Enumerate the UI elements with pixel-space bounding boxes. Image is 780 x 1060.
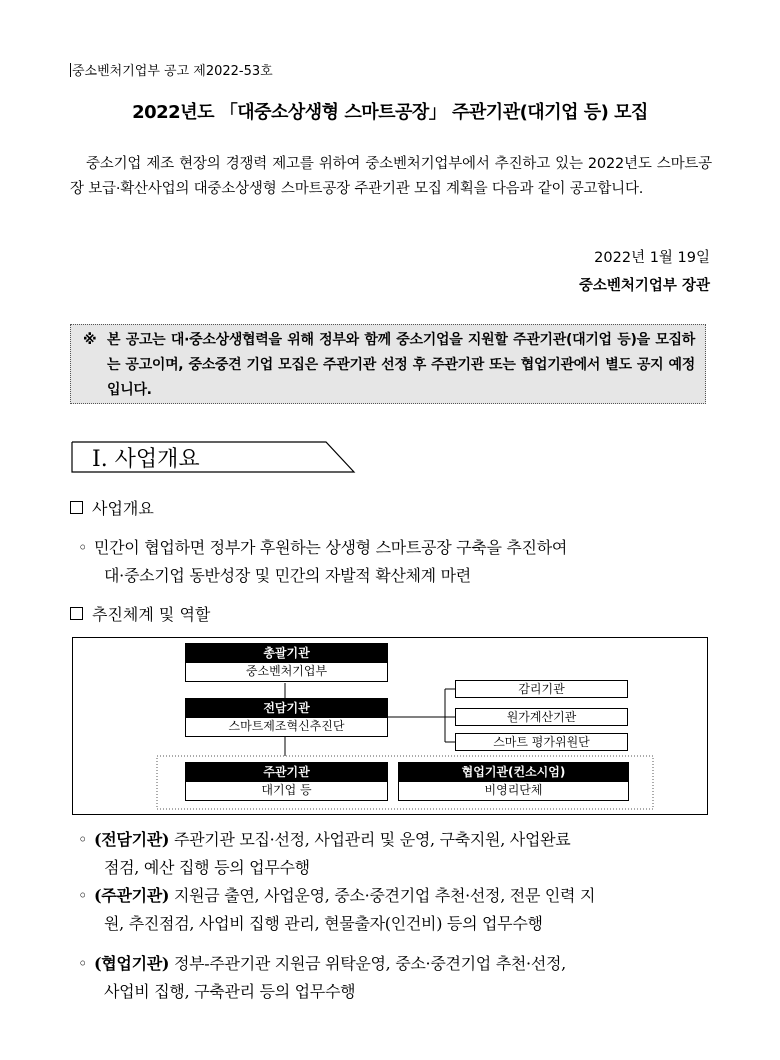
notice-text: 본 공고는 대·중소상생협력을 위해 정부와 함께 중소기업을 지원할 주관기관(대기업 등)을 모집하는 공고이며, 중소중견 기업 모집은 주관기관 선정 후 주관기관 또는 협업기관에서 별도 공지 예정입니다.: [107, 332, 695, 398]
org-chart: [72, 637, 708, 815]
bullet-icon: ◦: [78, 954, 88, 973]
section-title: Ⅰ. 사업개요: [92, 447, 200, 472]
checkbox-square-icon: [70, 501, 83, 514]
role-line-2: 점검, 예산 집행 등의 업무수행: [104, 858, 310, 877]
notice-number-text: 중소벤처기업부 공고 제2022-53호: [72, 64, 273, 79]
role-item: [78, 950, 714, 1006]
org-side-node: 스마트 평가위원단: [455, 733, 628, 751]
org-right-name: 비영리단체: [398, 782, 629, 801]
org-side-node: 감리기관: [455, 680, 628, 698]
bullet-icon: ◦: [78, 886, 88, 905]
subheading-overview-text: 사업개요: [92, 499, 154, 518]
checkbox-square-icon: [70, 607, 83, 620]
notice-mark: ※: [83, 332, 97, 348]
bullet-icon: ◦: [78, 830, 88, 849]
subheading-structure-text: 추진체계 및 역할: [92, 605, 211, 624]
role-line-1: 지원금 출연, 사업운영, 중소·중견기업 추천·선정, 전문 인력 지: [169, 886, 596, 905]
document-date: 2022년 1월 19일: [594, 250, 710, 266]
bullet-icon: ◦: [78, 538, 88, 557]
org-side-node: 원가계산기관: [455, 708, 628, 726]
org-top-node: [185, 643, 388, 682]
section-heading: [70, 440, 360, 474]
org-top-title: 총괄기관: [185, 643, 388, 663]
org-left-title: 주관기관: [185, 762, 388, 782]
org-mid-node: [185, 698, 388, 737]
role-label: (주관기관): [94, 886, 170, 905]
org-mid-name: 스마트제조혁신추진단: [185, 718, 388, 737]
role-line-1: 정부-주관기관 지원금 위탁운영, 중소·중견기업 추천·선정,: [169, 954, 566, 973]
org-left-name: 대기업 등: [185, 782, 388, 801]
role-line-2: 사업비 집행, 구축관리 등의 업무수행: [104, 982, 356, 1001]
overview-line-2: 대·중소기업 동반성장 및 민간의 자발적 확산체계 마련: [104, 566, 471, 585]
overview-line-1: 민간이 협업하면 정부가 후원하는 상생형 스마트공장 구축을 추진하여: [94, 538, 568, 557]
document-title: 2022년도 「대중소상생형 스마트공장」 주관기관(대기업 등) 모집: [132, 102, 648, 123]
notice-box: [70, 324, 706, 404]
margin-bar: [70, 63, 71, 77]
overview-paragraph: [78, 534, 714, 590]
intro-paragraph: 중소기업 제조 현장의 경쟁력 제고를 위하여 중소벤처기업부에서 추진하고 있는 2022년도 스마트공장 보급·확산사업의 대중소상생형 스마트공장 주관기관 모집 계획을 다음과 같이 공고합니다.: [70, 156, 712, 197]
role-item: [78, 882, 714, 938]
subheading-overview: [70, 496, 154, 519]
org-right-node: [398, 762, 629, 801]
role-line-1: 주관기관 모집·선정, 사업관리 및 운영, 구축지원, 사업완료: [169, 830, 571, 849]
role-label: (전담기관): [94, 830, 170, 849]
document-issuer: 중소벤처기업부 장관: [578, 278, 710, 294]
notice-number: [70, 60, 273, 79]
role-line-2: 원, 추진점검, 사업비 집행 관리, 현물출자(인건비) 등의 업무수행: [104, 914, 543, 933]
role-item: [78, 826, 714, 882]
org-right-title: 협업기관(컨소시엄): [398, 762, 629, 782]
org-left-node: [185, 762, 388, 801]
subheading-structure: [70, 602, 210, 625]
org-top-name: 중소벤처기업부: [185, 663, 388, 682]
org-mid-title: 전담기관: [185, 698, 388, 718]
role-label: (협업기관): [94, 954, 170, 973]
